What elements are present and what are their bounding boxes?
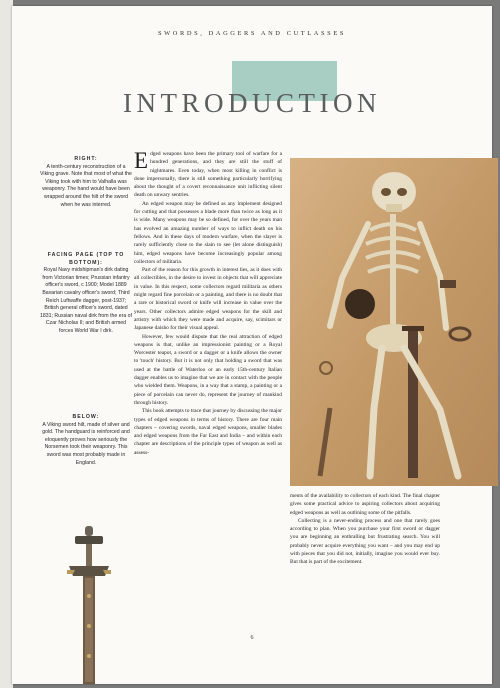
page-number: 6 xyxy=(250,635,254,641)
paragraph-2: An edged weapon may be defined as any implement designed for cutting and that possesses a blade more than twice as long as it is wide. Many weapons may be so defined, for over the years man has evolved an amazing number of ways to inflict death on his fellows. And in these days of modern warfare, when the slayer is rarely sufficiently close to the slain to see (let alone distinguish) him, edged weapons have become increasingly popular among collectors of militaria. xyxy=(134,200,282,265)
paragraph-3: Part of the reason for this growth in interest lies, as it does with all collectibles, in the desire to invest in objects that will appreciate in value. In this respect, some collectors regard militaria as others might regard fine porcelain or a painting, and there is no doubt that a rare or historical sword or knife will increase in value over the years. Other collectors admire edged weapons for the skill and artistry with which they were made and acquire, say, scimitars or Japanese daisho for their visual appeal. xyxy=(134,267,282,332)
caption-right-heading: RIGHT: xyxy=(74,156,98,162)
caption-facing-text: Royal Navy midshipman's dirk dating from Victorian times; Prussian infantry officer's sword, c 1900; Model 1889 Bavarian cavalry officer's sword; Third Reich Luftwaffe dagger, post-1937; British general officer's sword, dated 1831; Russian naval dirk from the era of Czar Nicholas II; and British armed forces World War I dirk. xyxy=(40,267,132,334)
caption-below-text: A Viking sword hilt, made of silver and gold. The handguard is reinforced and eloquently proves how seriously the Norsemen took their weaponry. This sword was most probably made in England. xyxy=(42,421,130,466)
body-column-1 xyxy=(134,150,282,606)
paragraph-7: Collecting is a never-ending process and one that rarely goes according to plan. When you purchase your first sword or dagger you are beginning an enthralling but frustrating search. You will probably never acquire everything you want – and you may end up with pieces that you did not, initially, imagine you would ever buy. But that is part of the excitement. xyxy=(290,517,440,566)
paragraph-4: However, few would dispute that the real attraction of edged weapons is that, unlike an impressionist painting or a Royal Worcester teapot, a sword or a dagger or a knife allows the owner to 'touch' history. But it is not only that holding a sword that was used at the battle of Waterloo or an early 15th-century Italian dagger enables us to imagine that we are in contact with the people who wielded them. Weapons, in a way that a stamp, a painting or a piece of porcelain can never do, represent the journey of mankind through history. xyxy=(134,333,282,406)
caption-right-text: A tenth-century reconstruction of a Viking grave. Note that most of what the Viking took with him to Valhalla was weaponry. The hand would have been wrapped around the hilt of the sword when he was interred. xyxy=(40,163,132,208)
viking-grave-photo xyxy=(290,158,498,486)
caption-facing-heading: FACING PAGE (TOP TO BOTTOM): xyxy=(47,252,125,266)
paragraph-5: This book attempts to trace that journey by discussing the major types of edged weapons in terms of history. There are four main chapters – covering swords, naval edged weapons, smaller blades and edged weapons from the Far East and India – and within each chapter are descriptions of the principle types of weapon as well as assess- xyxy=(134,408,282,456)
caption-facing xyxy=(40,252,132,336)
paragraph-1 xyxy=(134,150,282,200)
body-column-2 xyxy=(290,492,440,622)
caption-below xyxy=(40,414,132,467)
page-title: INTRODUCTION xyxy=(123,88,381,118)
book-page xyxy=(12,6,492,684)
caption-below-heading: BELOW: xyxy=(72,414,100,420)
running-head: SWORDS, DAGGERS AND CUTLASSES xyxy=(158,30,346,37)
viking-sword-hilt-image xyxy=(65,526,113,688)
caption-right xyxy=(40,156,132,209)
paragraph-6: ments of the availability to collectors of each kind. The final chapter gives some practical advice to aspiring collectors about acquiring edged weapons as well as outlining some of the pitfalls. xyxy=(290,493,440,516)
drop-cap: E xyxy=(134,148,149,173)
paragraph-1-text: dged weapons have been the primary tool of warfare for a hundred generations, and they are still the stuff of nightmares. Even today, when most killing in conflict is done impersonally, there is still something particularly horrifying about the thought of a covert reconnaissance unit inflicting silent death on unwary sentries. xyxy=(134,151,282,199)
